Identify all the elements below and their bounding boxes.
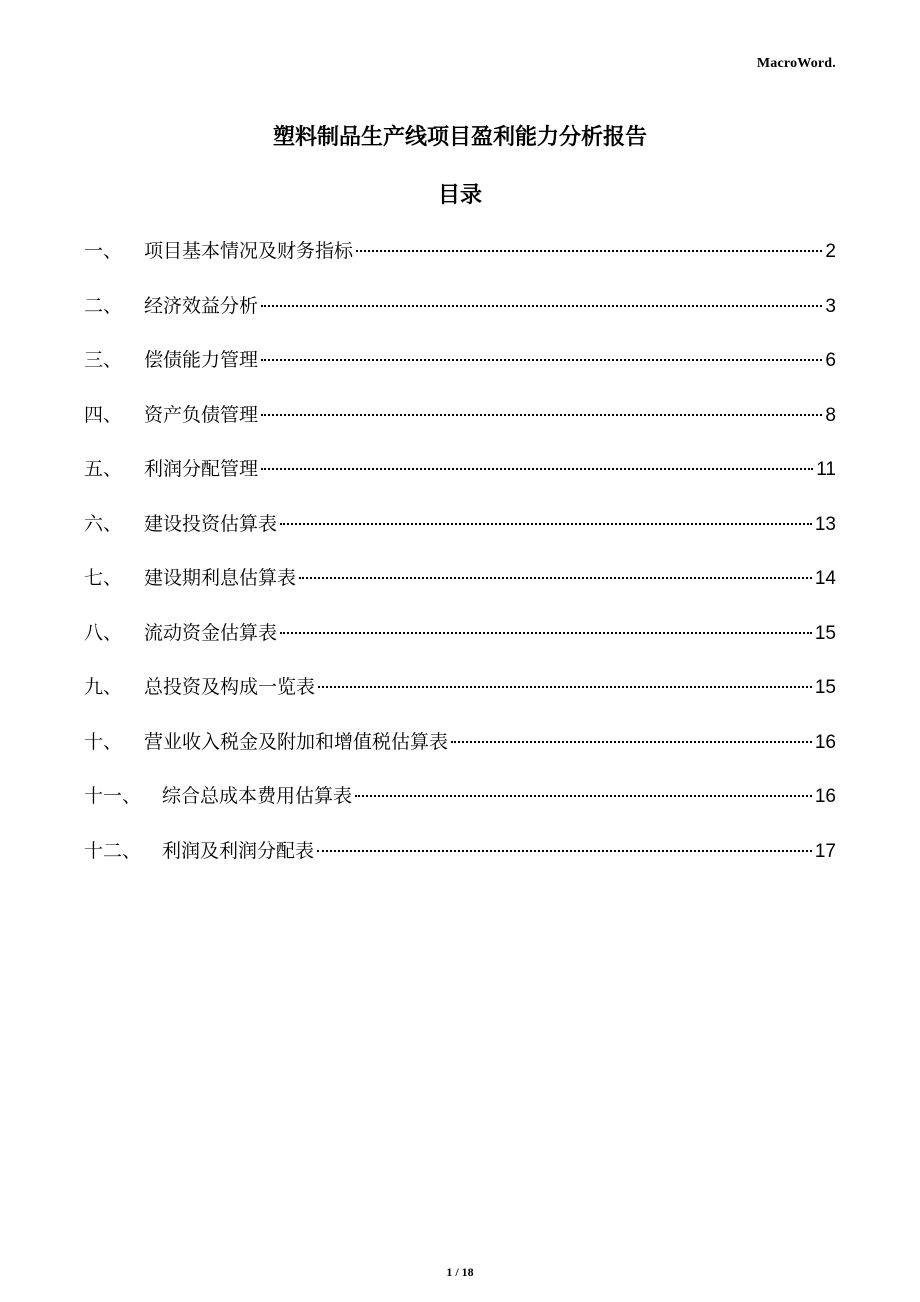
toc-dot-leader: [451, 741, 812, 743]
toc-dot-leader: [355, 795, 812, 797]
toc-entry-label: 项目基本情况及财务指标: [144, 240, 354, 262]
toc-entry-number: 四、: [84, 403, 123, 426]
toc-dot-leader: [317, 850, 812, 852]
toc-entry-label: 经济效益分析: [144, 294, 259, 317]
table-of-contents: [84, 231, 836, 885]
toc-entry[interactable]: [84, 504, 836, 559]
toc-dot-leader: [318, 686, 812, 688]
header-brand: MacroWord.: [756, 56, 836, 71]
toc-entry-number: 二、: [84, 294, 123, 317]
toc-entry-page: 3: [825, 295, 836, 317]
toc-entry-number: 七、: [84, 567, 123, 589]
toc-entry-label: 建设投资估算表: [144, 512, 278, 535]
toc-entry-label: 流动资金估算表: [144, 621, 278, 644]
toc-entry-page: 16: [814, 731, 836, 753]
toc-dot-leader: [261, 468, 813, 470]
toc-entry-label: 利润分配管理: [144, 458, 259, 480]
toc-entry-number: 十、: [84, 730, 123, 753]
toc-entry-number: 一、: [84, 240, 123, 262]
toc-entry-page: 16: [814, 786, 836, 807]
toc-entry-label: 营业收入税金及附加和增值税估算表: [144, 730, 449, 753]
toc-entry[interactable]: [84, 613, 836, 668]
toc-entry-page: 14: [814, 568, 836, 589]
toc-dot-leader: [280, 632, 812, 634]
toc-entry-page: 8: [825, 404, 836, 426]
toc-entry-page: 15: [814, 622, 836, 644]
toc-entry-number: 三、: [84, 349, 123, 371]
toc-entry[interactable]: [84, 231, 836, 286]
toc-entry[interactable]: [84, 776, 836, 831]
toc-entry[interactable]: [84, 667, 836, 722]
toc-entry-page: 2: [825, 241, 836, 262]
toc-entry-label: 利润及利润分配表: [162, 839, 315, 862]
toc-dot-leader: [356, 250, 822, 252]
toc-entry-label: 建设期利息估算表: [144, 567, 297, 589]
toc-dot-leader: [261, 359, 822, 361]
toc-entry-label: 偿债能力管理: [144, 349, 259, 371]
toc-entry-number: 九、: [84, 676, 123, 698]
toc-entry[interactable]: [84, 340, 836, 395]
toc-entry-page: 11: [816, 459, 836, 480]
toc-entry[interactable]: [84, 395, 836, 450]
toc-entry[interactable]: [84, 722, 836, 777]
page-indicator: 1 / 18: [446, 1265, 474, 1279]
toc-entry-number: 十二、: [84, 839, 142, 862]
toc-entry-page: 17: [814, 840, 836, 862]
toc-entry-number: 十一、: [84, 785, 142, 807]
document-title: 塑料制品生产线项目盈利能力分析报告: [272, 125, 647, 150]
toc-entry-number: 六、: [84, 512, 123, 535]
toc-entry[interactable]: [84, 449, 836, 504]
toc-dot-leader: [261, 305, 822, 307]
toc-dot-leader: [280, 523, 812, 525]
toc-entry-label: 资产负债管理: [144, 403, 259, 426]
toc-heading: 目录: [437, 183, 482, 208]
toc-dot-leader: [261, 414, 822, 416]
toc-entry-number: 八、: [84, 621, 123, 644]
toc-entry[interactable]: [84, 831, 836, 886]
toc-dot-leader: [299, 577, 812, 579]
toc-entry-label: 总投资及构成一览表: [144, 676, 316, 698]
toc-entry-page: 13: [814, 513, 836, 535]
toc-entry-page: 15: [814, 677, 836, 698]
toc-entry-number: 五、: [84, 458, 123, 480]
toc-entry-page: 6: [825, 350, 836, 371]
toc-entry[interactable]: [84, 286, 836, 341]
toc-entry-label: 综合总成本费用估算表: [162, 785, 353, 807]
toc-entry[interactable]: [84, 558, 836, 613]
